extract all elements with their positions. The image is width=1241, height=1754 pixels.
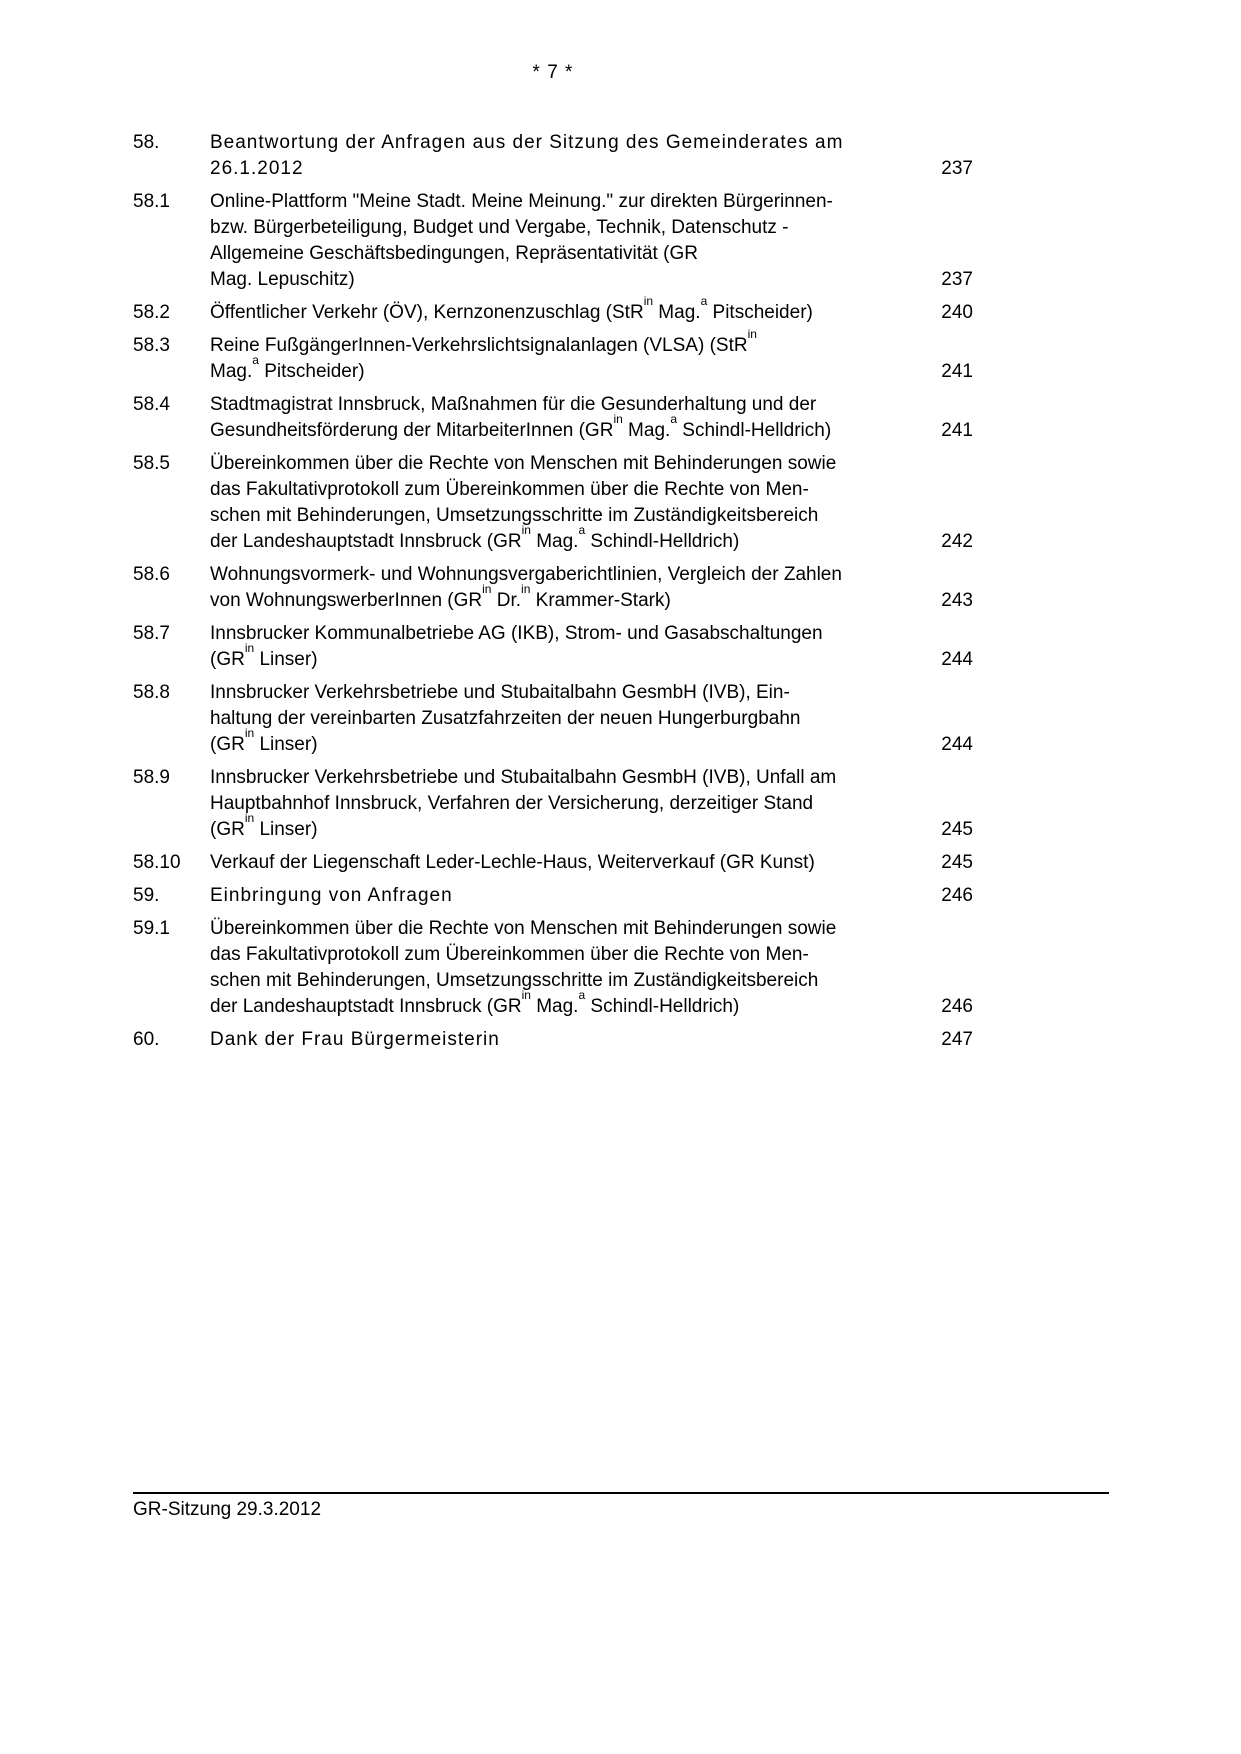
entry-number: 58.3 xyxy=(133,335,170,356)
page-header xyxy=(133,62,973,84)
entry-number: 58.9 xyxy=(133,767,170,788)
toc-entry xyxy=(133,850,973,876)
entry-page: 245 xyxy=(941,819,973,840)
page-footer xyxy=(133,1492,1109,1521)
entry-number: 58. xyxy=(133,132,160,153)
entry-page: 246 xyxy=(941,996,973,1017)
entry-page: 237 xyxy=(941,269,973,290)
entry-page: 242 xyxy=(941,531,973,552)
toc-entry xyxy=(133,293,973,326)
entry-title: Innsbrucker Verkehrsbetriebe und Stubaitalbahn GesmbH (IVB), Unfall am Hauptbahnhof Innsbruck, Verfahren der Versicherung, derzeitiger Stand ($GR^{in}$ Linser) xyxy=(210,767,837,840)
toc-entry xyxy=(133,189,973,293)
toc-entry xyxy=(133,765,973,843)
toc-entry xyxy=(133,883,973,909)
toc-entry xyxy=(133,916,973,1020)
toc-entry xyxy=(133,451,973,555)
entry-title: Übereinkommen über die Rechte von Menschen mit Behinderungen sowie das Fakultativprotokoll zum Übereinkommen über die Rechte von Men- schen mit Behinderungen, Umsetzungsschritte im Zuständigkeitsbereich der Landeshauptstadt Innsbruck ($GR^{in}$ Mag.$^a$ Schindl-Helldrich) xyxy=(210,918,837,1017)
entry-number: 58.5 xyxy=(133,453,170,474)
footer-text: GR-Sitzung 29.3.2012 xyxy=(133,1499,322,1520)
entry-title: Online-Plattform "Meine Stadt. Meine Meinung." zur direkten Bürgerinnen- bzw. Bürgerbeteiligung, Budget und Vergabe, Technik, Datenschutz - Allgemeine Geschäftsbedingungen, Repräsentativität (GR Mag. Lepuschitz) xyxy=(210,191,833,290)
entry-title: Einbringung von Anfragen xyxy=(210,885,453,906)
footer-rule xyxy=(133,1492,1109,1494)
entry-number: 58.2 xyxy=(133,302,170,323)
entry-number: 58.4 xyxy=(133,394,170,415)
page-number-marker: * 7 * xyxy=(532,62,574,83)
toc-entry xyxy=(133,326,973,385)
entry-number: 59. xyxy=(133,885,160,906)
entry-title: Übereinkommen über die Rechte von Menschen mit Behinderungen sowie das Fakultativprotokoll zum Übereinkommen über die Rechte von Men- schen mit Behinderungen, Umsetzungsschritte im Zuständigkeitsbereich der Landeshauptstadt Innsbruck ($GR^{in}$ Mag.$^a$ Schindl-Helldrich) xyxy=(210,453,837,552)
entry-title: Verkauf der Liegenschaft Leder-Lechle-Haus, Weiterverkauf (GR Kunst) xyxy=(210,852,815,873)
entry-page: 240 xyxy=(941,302,973,323)
entry-title: Innsbrucker Kommunalbetriebe AG (IKB), Strom- und Gasabschaltungen ($GR^{in}$ Linser) xyxy=(210,623,823,670)
entry-page: 245 xyxy=(941,852,973,873)
entry-page: 244 xyxy=(941,649,973,670)
entry-title: Beantwortung der Anfragen aus der Sitzung des Gemeinderates am 26.1.2012 xyxy=(210,132,844,179)
toc-entry xyxy=(133,1027,973,1053)
entry-page: 243 xyxy=(941,590,973,611)
entry-number: 59.1 xyxy=(133,918,170,939)
toc-entry xyxy=(133,392,973,444)
entry-title: Wohnungsvormerk- und Wohnungsvergaberichtlinien, Vergleich der Zahlen von WohnungswerberInnen ($GR^{in}$ Dr.$^{in}$ Krammer-Stark) xyxy=(210,564,842,611)
entry-title: Reine FußgängerInnen-Verkehrslichtsignalanlagen (VLSA) (StR$^{in}$ Mag.$^a$ Pitscheider) xyxy=(210,326,757,382)
entry-page: 247 xyxy=(941,1029,973,1050)
entry-title: Innsbrucker Verkehrsbetriebe und Stubaitalbahn GesmbH (IVB), Ein- haltung der vereinbarten Zusatzfahrzeiten der neuen Hungerburgbahn ($GR^{in}$ Linser) xyxy=(210,682,801,755)
entry-number: 58.8 xyxy=(133,682,170,703)
toc-entry xyxy=(133,680,973,758)
toc-list xyxy=(133,130,973,1060)
toc-entry xyxy=(133,130,973,182)
entry-page: 241 xyxy=(941,361,973,382)
entry-number: 58.7 xyxy=(133,623,170,644)
entry-number: 60. xyxy=(133,1029,160,1050)
entry-number: 58.1 xyxy=(133,191,170,212)
entry-page: 244 xyxy=(941,734,973,755)
toc-entry xyxy=(133,621,973,673)
entry-number: 58.6 xyxy=(133,564,170,585)
entry-page: 237 xyxy=(941,158,973,179)
toc-entry xyxy=(133,562,973,614)
entry-title: Öffentlicher Verkehr (ÖV), Kernzonenzuschlag (StR$^{in}$ Mag.$^a$ Pitscheider) xyxy=(210,293,813,323)
entry-title: Dank der Frau Bürgermeisterin xyxy=(210,1029,500,1050)
entry-number: 58.10 xyxy=(133,852,181,873)
entry-page: 241 xyxy=(941,420,973,441)
entry-page: 246 xyxy=(941,885,973,906)
entry-title: Stadtmagistrat Innsbruck, Maßnahmen für die Gesunderhaltung und der Gesundheitsförderung der MitarbeiterInnen ($GR^{in}$ Mag.$^a$ Schindl-Helldrich) xyxy=(210,394,832,441)
